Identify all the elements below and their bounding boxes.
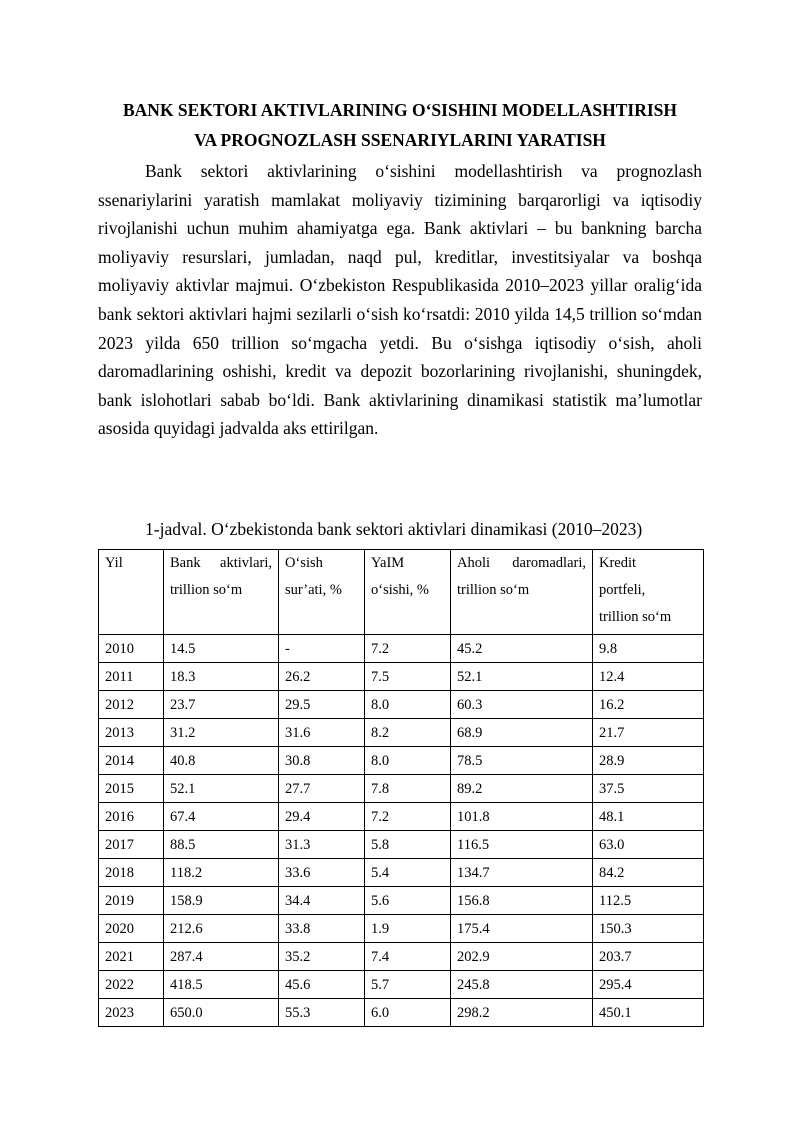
table-cell: 52.1 (164, 775, 279, 803)
table-row (99, 775, 704, 803)
table-cell: 48.1 (593, 803, 704, 831)
table-cell: 14.5 (164, 635, 279, 663)
table-row (99, 971, 704, 999)
table-body (99, 635, 704, 1027)
title-line-1: BANK SEKTORI AKTIVLARINING O‘SISHINI MODELLASHTIRISH (123, 100, 677, 120)
table-cell: 2015 (99, 775, 164, 803)
table-cell: 31.6 (279, 719, 365, 747)
table-cell: 1.9 (365, 915, 451, 943)
table-cell: 158.9 (164, 887, 279, 915)
table-cell: 5.6 (365, 887, 451, 915)
table-row (99, 691, 704, 719)
table-cell: 29.4 (279, 803, 365, 831)
table-header-row (99, 550, 704, 635)
table-cell: 2010 (99, 635, 164, 663)
table-cell: 23.7 (164, 691, 279, 719)
table-cell: 7.4 (365, 943, 451, 971)
table-cell: 2023 (99, 999, 164, 1027)
table-cell: 175.4 (451, 915, 593, 943)
table-cell: 295.4 (593, 971, 704, 999)
table-cell: 27.7 (279, 775, 365, 803)
table-cell: 156.8 (451, 887, 593, 915)
document-title (98, 95, 702, 155)
header-cell: O‘sish sur’ati, % (279, 550, 365, 635)
table-cell: 31.2 (164, 719, 279, 747)
table-cell: 84.2 (593, 859, 704, 887)
table-cell: 2012 (99, 691, 164, 719)
table-cell: 52.1 (451, 663, 593, 691)
table-cell: 7.8 (365, 775, 451, 803)
table-cell: 2014 (99, 747, 164, 775)
table-cell: 45.2 (451, 635, 593, 663)
table-row (99, 887, 704, 915)
header-cell: Bank aktivlari, trillion so‘m (164, 550, 279, 635)
table-cell: 245.8 (451, 971, 593, 999)
table-cell: 67.4 (164, 803, 279, 831)
table-cell: 212.6 (164, 915, 279, 943)
table-cell: 78.5 (451, 747, 593, 775)
table-row (99, 719, 704, 747)
table-cell: 8.0 (365, 691, 451, 719)
header-cell: Aholi daromadlari, trillion so‘m (451, 550, 593, 635)
table-cell: 30.8 (279, 747, 365, 775)
table-row (99, 747, 704, 775)
table-cell: 63.0 (593, 831, 704, 859)
table-cell: 2022 (99, 971, 164, 999)
table-cell: 33.6 (279, 859, 365, 887)
table-cell: 2019 (99, 887, 164, 915)
table-cell: 31.3 (279, 831, 365, 859)
table-cell: 118.2 (164, 859, 279, 887)
table-cell: 7.2 (365, 803, 451, 831)
table-cell: 2021 (99, 943, 164, 971)
table-cell: 101.8 (451, 803, 593, 831)
table-cell: 26.2 (279, 663, 365, 691)
table-cell: 40.8 (164, 747, 279, 775)
header-cell: Yil (99, 550, 164, 635)
table-cell: 203.7 (593, 943, 704, 971)
table-cell: 21.7 (593, 719, 704, 747)
table-cell: 12.4 (593, 663, 704, 691)
table-cell: 33.8 (279, 915, 365, 943)
table-row (99, 999, 704, 1027)
table-cell: 112.5 (593, 887, 704, 915)
table-cell: 134.7 (451, 859, 593, 887)
table-row (99, 943, 704, 971)
header-cell: Kredit portfeli, trillion so‘m (593, 550, 704, 635)
table-cell: 116.5 (451, 831, 593, 859)
table-cell: 5.7 (365, 971, 451, 999)
table-cell: 2016 (99, 803, 164, 831)
table-row (99, 635, 704, 663)
table-row (99, 915, 704, 943)
table-cell: 7.5 (365, 663, 451, 691)
table-cell: 298.2 (451, 999, 593, 1027)
table-cell: 9.8 (593, 635, 704, 663)
table-cell: 5.4 (365, 859, 451, 887)
table-cell: 8.0 (365, 747, 451, 775)
table-cell: 2011 (99, 663, 164, 691)
header-cell: YaIM o‘sishi, % (365, 550, 451, 635)
title-line-2: VA PROGNOZLASH SSENARIYLARINI YARATISH (194, 130, 606, 150)
table-cell: - (279, 635, 365, 663)
table-cell: 29.5 (279, 691, 365, 719)
table-cell: 2020 (99, 915, 164, 943)
table-cell: 60.3 (451, 691, 593, 719)
table-cell: 150.3 (593, 915, 704, 943)
table-cell: 6.0 (365, 999, 451, 1027)
table-cell: 8.2 (365, 719, 451, 747)
table-row (99, 663, 704, 691)
table-cell: 68.9 (451, 719, 593, 747)
table-cell: 55.3 (279, 999, 365, 1027)
intro-paragraph: Bank sektori aktivlarining o‘sishini modellashtirish va prognozlash ssenariylarini yaratish mamlakat moliyaviy tizimining barqarorligi va iqtisodiy rivojlanishi uchun muhim ahamiyatga ega. Bank aktivlari – bu bankning barcha moliyaviy resurslari, jumladan, naqd pul, kreditlar, investitsiyalar va boshqa moliyaviy aktivlar majmui. O‘zbekiston Respublikasida 2010–2023 yillar oralig‘ida bank sektori aktivlari hajmi sezilarli o‘sish ko‘rsatdi: 2010 yilda 14,5 trillion so‘mdan 2023 yilda 650 trillion so‘mgacha yetdi. Bu o‘sishga iqtisodiy o‘sish, aholi daromadlarining oshishi, kredit va depozit bozorlarining rivojlanishi, shuningdek, bank islohotlari sabab bo‘ldi. Bank aktivlarining dinamikasi statistik ma’lumotlar asosida quyidagi jadvalda aks ettirilgan. (98, 161, 702, 439)
table-cell: 88.5 (164, 831, 279, 859)
table-cell: 7.2 (365, 635, 451, 663)
table-cell: 45.6 (279, 971, 365, 999)
table-cell: 450.1 (593, 999, 704, 1027)
table-cell: 287.4 (164, 943, 279, 971)
table-cell: 34.4 (279, 887, 365, 915)
table-cell: 89.2 (451, 775, 593, 803)
table-cell: 28.9 (593, 747, 704, 775)
table-caption: 1-jadval. O‘zbekistonda bank sektori aktivlari dinamikasi (2010–2023) (145, 519, 643, 539)
table-cell: 2013 (99, 719, 164, 747)
table-cell: 418.5 (164, 971, 279, 999)
table-cell: 18.3 (164, 663, 279, 691)
table-cell: 5.8 (365, 831, 451, 859)
table-cell: 2018 (99, 859, 164, 887)
table-cell: 35.2 (279, 943, 365, 971)
table-cell: 37.5 (593, 775, 704, 803)
table-row (99, 831, 704, 859)
table-cell: 202.9 (451, 943, 593, 971)
table-row (99, 803, 704, 831)
table-cell: 16.2 (593, 691, 704, 719)
table-cell: 2017 (99, 831, 164, 859)
table-cell: 650.0 (164, 999, 279, 1027)
bank-assets-table (98, 549, 704, 1027)
table-row (99, 859, 704, 887)
